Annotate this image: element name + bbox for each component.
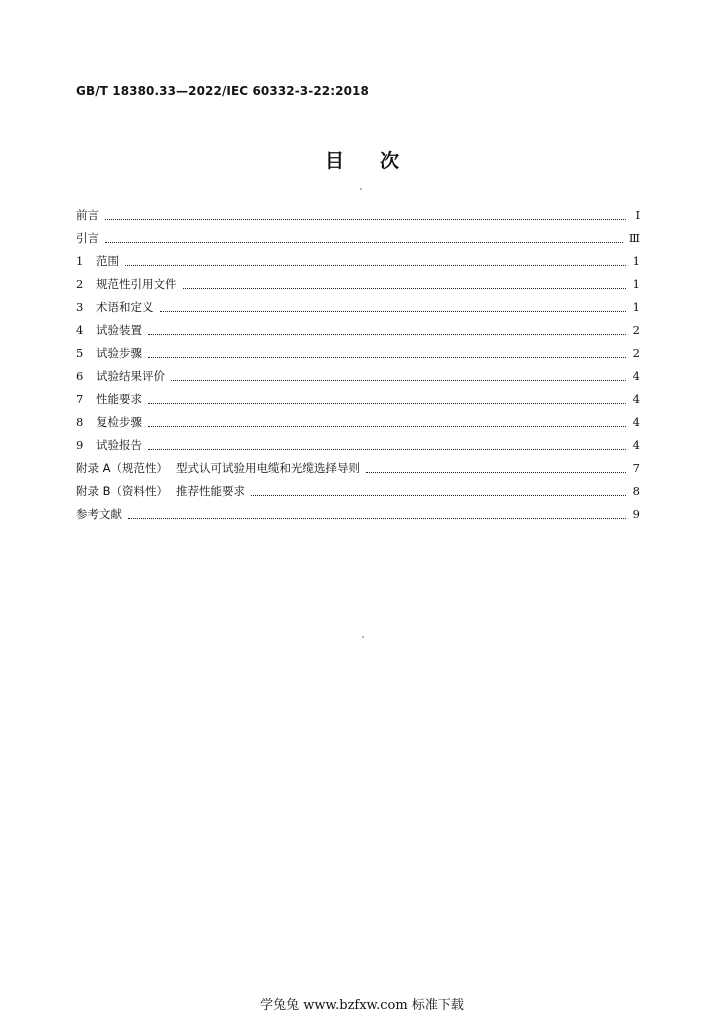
- table-of-contents: [76, 204, 640, 526]
- toc-entry-number: 6: [76, 369, 84, 383]
- scan-speck: [360, 188, 362, 190]
- toc-page-number: 2: [632, 323, 640, 337]
- toc-page-number: 8: [632, 484, 640, 498]
- toc-entry-number: 1: [76, 254, 84, 268]
- toc-page-number: 7: [632, 461, 640, 475]
- toc-page-number: 1: [632, 300, 640, 314]
- toc-entry-foreword[interactable]: [76, 204, 640, 227]
- toc-leader-dots: [160, 309, 627, 312]
- toc-entry-number: 2: [76, 277, 84, 291]
- toc-leader-dots: [251, 493, 626, 496]
- toc-entry-introduction[interactable]: [76, 227, 640, 250]
- toc-annex-designation: 附录 B（资料性）: [76, 484, 169, 498]
- scan-speck: [362, 636, 364, 638]
- toc-entry-label: 前言: [76, 208, 99, 222]
- toc-entry-label: 规范性引用文件: [96, 277, 177, 291]
- toc-entry-retest-procedure[interactable]: [76, 411, 640, 434]
- toc-entry-annex-a[interactable]: [76, 457, 640, 480]
- toc-page-number: 1: [632, 277, 640, 291]
- toc-leader-dots: [148, 355, 626, 358]
- toc-entry-evaluation-results[interactable]: [76, 365, 640, 388]
- toc-page-number: 4: [632, 369, 640, 383]
- toc-entry-number: 4: [76, 323, 84, 337]
- toc-leader-dots: [148, 447, 626, 450]
- toc-title: [0, 146, 724, 173]
- toc-title-char-1: 目: [324, 150, 344, 172]
- toc-entry-label: 试验装置: [96, 323, 142, 337]
- toc-entry-number: 8: [76, 415, 84, 429]
- toc-leader-dots: [148, 401, 626, 404]
- toc-entry-label: 引言: [76, 231, 99, 245]
- toc-page-number: Ⅲ: [628, 231, 640, 245]
- toc-entry-label: 试验结果评价: [96, 369, 165, 383]
- toc-entry-test-apparatus[interactable]: [76, 319, 640, 342]
- toc-entry-bibliography[interactable]: [76, 503, 640, 526]
- toc-entry-label: 试验步骤: [96, 346, 142, 360]
- toc-entry-number: 3: [76, 300, 84, 314]
- toc-page-number: 4: [632, 415, 640, 429]
- toc-entry-test-procedure[interactable]: [76, 342, 640, 365]
- toc-entry-label: 范围: [96, 254, 119, 268]
- toc-leader-dots: [148, 332, 626, 335]
- standard-number-header: GB/T 18380.33—2022/IEC 60332-3-22:2018: [76, 84, 369, 98]
- toc-entry-terms-definitions[interactable]: [76, 296, 640, 319]
- toc-leader-dots: [128, 516, 626, 519]
- footer-watermark: 学兔兔 www.bzfxw.com 标准下载: [260, 998, 464, 1013]
- toc-page-number: Ⅰ: [635, 208, 640, 222]
- toc-leader-dots: [125, 263, 626, 266]
- toc-entry-label: [76, 480, 245, 503]
- toc-leader-dots: [366, 470, 626, 473]
- toc-entry-test-report[interactable]: [76, 434, 640, 457]
- toc-annex-title: 推荐性能要求: [176, 484, 246, 498]
- toc-entry-label: 试验报告: [96, 438, 142, 452]
- toc-leader-dots: [148, 424, 626, 427]
- toc-entry-performance-requirements[interactable]: [76, 388, 640, 411]
- toc-entry-label: 性能要求: [96, 392, 142, 406]
- toc-page-number: 2: [632, 346, 640, 360]
- toc-entry-label: 复检步骤: [96, 415, 142, 429]
- toc-entry-scope[interactable]: [76, 250, 640, 273]
- toc-annex-title: 型式认可试验用电缆和光缆选择导则: [176, 461, 361, 475]
- toc-entry-number: 5: [76, 346, 84, 360]
- toc-leader-dots: [183, 286, 627, 289]
- toc-page-number: 4: [632, 438, 640, 452]
- toc-leader-dots: [105, 217, 626, 220]
- toc-annex-designation: 附录 A（规范性）: [76, 461, 169, 475]
- toc-title-char-2: 次: [380, 150, 400, 172]
- toc-entry-number: 7: [76, 392, 84, 406]
- toc-entry-normative-references[interactable]: [76, 273, 640, 296]
- toc-entry-number: 9: [76, 438, 84, 452]
- toc-entry-label: 术语和定义: [96, 300, 154, 314]
- toc-entry-label: 参考文献: [76, 507, 122, 521]
- toc-page-number: 1: [632, 254, 640, 268]
- toc-entry-annex-b[interactable]: [76, 480, 640, 503]
- toc-page-number: 4: [632, 392, 640, 406]
- toc-page-number: 9: [632, 507, 640, 521]
- toc-leader-dots: [105, 240, 623, 243]
- toc-leader-dots: [171, 378, 626, 381]
- toc-entry-label: [76, 457, 360, 480]
